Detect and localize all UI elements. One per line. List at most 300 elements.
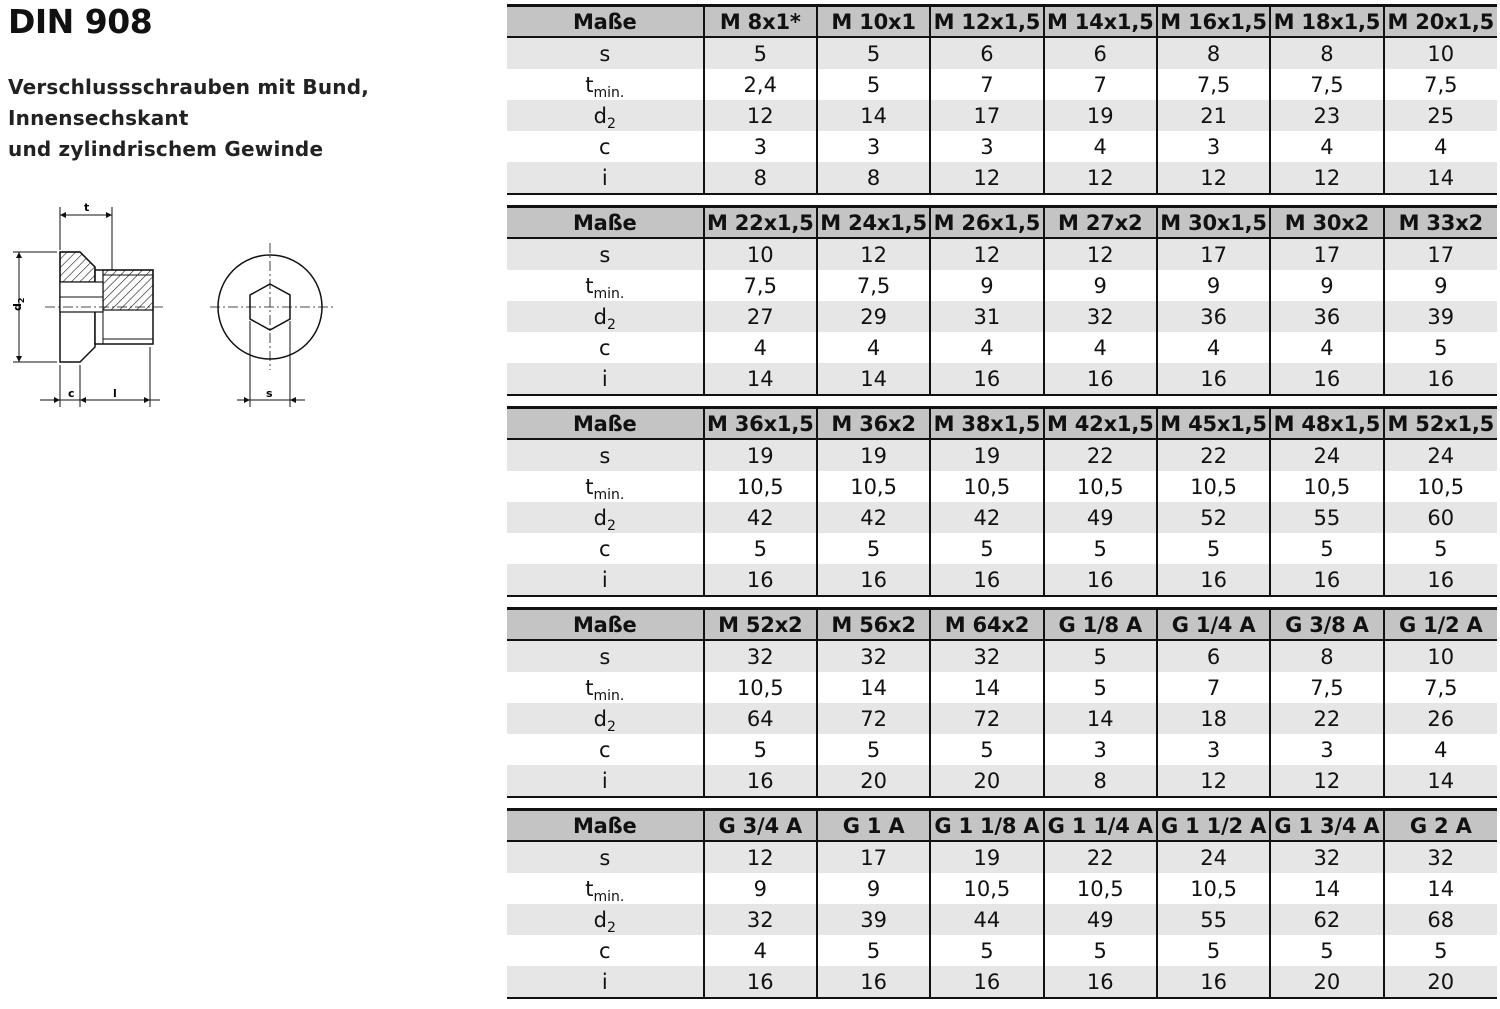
thread-size-header: M 56x2 [817, 609, 930, 641]
thread-size-header: G 1 1/4 A [1044, 810, 1157, 842]
table-cell: 4 [930, 332, 1043, 363]
table-cell: 12 [930, 162, 1043, 194]
row-label-text: s [599, 845, 611, 870]
row-label [507, 332, 704, 363]
header-label: Maße [507, 207, 704, 239]
table-cell: 9 [930, 270, 1043, 301]
table-row-t [507, 270, 1497, 301]
row-label [507, 270, 704, 301]
table-cell: 32 [704, 640, 817, 672]
table-row-d2 [507, 703, 1497, 734]
table-cell: 16 [1157, 564, 1270, 596]
table-cell: 3 [1270, 734, 1383, 765]
thread-size-header: G 1 3/4 A [1270, 810, 1383, 842]
table-cell: 19 [817, 439, 930, 471]
thread-size-header: M 18x1,5 [1270, 6, 1383, 38]
dim-label-s: s [266, 387, 273, 400]
row-label-subscript: min. [593, 687, 625, 703]
table-row-c [507, 734, 1497, 765]
thread-size-header: M 30x2 [1270, 207, 1383, 239]
table-cell: 14 [817, 672, 930, 703]
table-cell: 10,5 [817, 471, 930, 502]
table-cell: 32 [1270, 841, 1383, 873]
row-label [507, 873, 704, 904]
table-cell: 4 [1044, 131, 1157, 162]
table-cell: 10,5 [1384, 471, 1497, 502]
table-cell: 72 [817, 703, 930, 734]
table-cell: 4 [1384, 734, 1497, 765]
row-label-text: s [599, 41, 611, 66]
row-label-subscript: min. [593, 888, 625, 904]
table-cell: 8 [1157, 37, 1270, 69]
table-cell: 8 [1270, 640, 1383, 672]
table-cell: 9 [1157, 270, 1270, 301]
table-cell: 7,5 [1270, 69, 1383, 100]
table-cell: 14 [1270, 873, 1383, 904]
table-cell: 12 [704, 841, 817, 873]
table-row-s [507, 640, 1497, 672]
table-cell: 16 [1044, 363, 1157, 395]
table-cell: 68 [1384, 904, 1497, 935]
table-cell: 12 [1044, 238, 1157, 270]
table-cell: 18 [1157, 703, 1270, 734]
row-label-text: s [599, 242, 611, 267]
table-cell: 64 [704, 703, 817, 734]
thread-size-header: G 2 A [1384, 810, 1497, 842]
row-label-text: d [593, 304, 607, 329]
table-cell: 9 [1044, 270, 1157, 301]
row-label [507, 69, 704, 100]
row-label-text: t [585, 72, 594, 97]
table-cell: 12 [1270, 162, 1383, 194]
table-cell: 16 [1384, 564, 1497, 596]
table-cell: 31 [930, 301, 1043, 332]
row-label [507, 935, 704, 966]
table-cell: 3 [1044, 734, 1157, 765]
row-label [507, 841, 704, 873]
table-row-s [507, 439, 1497, 471]
table-cell: 16 [817, 966, 930, 998]
row-label-text: s [599, 644, 611, 669]
table-cell: 17 [1270, 238, 1383, 270]
table-cell: 42 [930, 502, 1043, 533]
row-label-subscript: 2 [607, 517, 616, 533]
table-cell: 8 [1044, 765, 1157, 797]
table-row-i [507, 765, 1497, 797]
table-cell: 5 [1384, 935, 1497, 966]
table-cell: 5 [817, 734, 930, 765]
table-cell: 22 [1044, 439, 1157, 471]
table-cell: 5 [704, 37, 817, 69]
subtitle-line: Innensechskant [8, 106, 189, 130]
table-cell: 10,5 [1157, 471, 1270, 502]
table-cell: 16 [930, 363, 1043, 395]
table-cell: 32 [930, 640, 1043, 672]
table-row-d2 [507, 904, 1497, 935]
row-label-text: t [585, 675, 594, 700]
table-cell: 4 [817, 332, 930, 363]
row-label-text: c [599, 938, 611, 963]
row-label [507, 37, 704, 69]
row-label-text: d [593, 505, 607, 530]
table-cell: 10,5 [1157, 873, 1270, 904]
table-cell: 4 [1270, 131, 1383, 162]
thread-size-header: G 1/2 A [1384, 609, 1497, 641]
thread-size-header: M 30x1,5 [1157, 207, 1270, 239]
table-header-row [507, 810, 1497, 842]
table-cell: 3 [930, 131, 1043, 162]
thread-size-header: M 12x1,5 [930, 6, 1043, 38]
table-cell: 5 [1384, 332, 1497, 363]
thread-size-header: M 16x1,5 [1157, 6, 1270, 38]
row-label [507, 966, 704, 998]
thread-size-header: M 38x1,5 [930, 408, 1043, 440]
table-cell: 7,5 [1270, 672, 1383, 703]
thread-size-header: G 1 1/8 A [930, 810, 1043, 842]
table-cell: 16 [930, 564, 1043, 596]
dimension-table [507, 4, 1497, 195]
table-cell: 19 [930, 841, 1043, 873]
table-cell: 12 [1270, 765, 1383, 797]
table-cell: 12 [1157, 765, 1270, 797]
table-cell: 20 [930, 765, 1043, 797]
row-label [507, 131, 704, 162]
row-label [507, 100, 704, 131]
table-cell: 10,5 [1044, 873, 1157, 904]
table-cell: 3 [704, 131, 817, 162]
table-header-row [507, 207, 1497, 239]
row-label [507, 238, 704, 270]
thread-size-header: M 24x1,5 [817, 207, 930, 239]
subtitle [8, 72, 369, 165]
row-label-text: d [593, 103, 607, 128]
table-cell: 5 [817, 533, 930, 564]
table-cell: 22 [1270, 703, 1383, 734]
table-row-i [507, 363, 1497, 395]
table-cell: 14 [930, 672, 1043, 703]
table-cell: 4 [1384, 131, 1497, 162]
table-cell: 52 [1157, 502, 1270, 533]
table-cell: 49 [1044, 904, 1157, 935]
thread-size-header: M 64x2 [930, 609, 1043, 641]
table-cell: 36 [1270, 301, 1383, 332]
table-row-t [507, 69, 1497, 100]
table-cell: 17 [930, 100, 1043, 131]
table-cell: 10,5 [704, 471, 817, 502]
table-cell: 5 [1044, 640, 1157, 672]
table-cell: 3 [1157, 131, 1270, 162]
table-row-d2 [507, 502, 1497, 533]
table-cell: 3 [817, 131, 930, 162]
dim-label-t: t [84, 201, 90, 214]
thread-size-header: M 42x1,5 [1044, 408, 1157, 440]
table-row-t [507, 873, 1497, 904]
dim-label-l: l [113, 387, 117, 400]
row-label [507, 734, 704, 765]
table-cell: 20 [817, 765, 930, 797]
table-cell: 17 [1384, 238, 1497, 270]
table-cell: 22 [1044, 841, 1157, 873]
table-cell: 49 [1044, 502, 1157, 533]
table-cell: 32 [1384, 841, 1497, 873]
table-cell: 16 [704, 966, 817, 998]
row-label [507, 904, 704, 935]
dim-label-c: c [68, 387, 75, 400]
table-cell: 10,5 [1044, 471, 1157, 502]
table-cell: 7,5 [817, 270, 930, 301]
thread-size-header: G 3/8 A [1270, 609, 1383, 641]
thread-size-header: M 10x1 [817, 6, 930, 38]
table-cell: 16 [1044, 966, 1157, 998]
dimension-tables [507, 4, 1497, 1009]
thread-size-header: M 52x1,5 [1384, 408, 1497, 440]
dimension-table [507, 808, 1497, 999]
row-label-text: t [585, 876, 594, 901]
table-cell: 14 [1384, 162, 1497, 194]
table-cell: 5 [817, 37, 930, 69]
table-cell: 6 [1044, 37, 1157, 69]
table-cell: 25 [1384, 100, 1497, 131]
row-label-text: s [599, 443, 611, 468]
table-cell: 5 [1157, 533, 1270, 564]
table-cell: 21 [1157, 100, 1270, 131]
table-cell: 42 [704, 502, 817, 533]
header-label: Maße [507, 6, 704, 38]
table-cell: 2,4 [704, 69, 817, 100]
thread-size-header: M 22x1,5 [704, 207, 817, 239]
table-cell: 5 [930, 935, 1043, 966]
table-cell: 62 [1270, 904, 1383, 935]
table-cell: 14 [704, 363, 817, 395]
table-cell: 8 [704, 162, 817, 194]
table-cell: 7 [930, 69, 1043, 100]
row-label-text: c [599, 134, 611, 159]
table-cell: 7 [1157, 672, 1270, 703]
table-cell: 32 [1044, 301, 1157, 332]
table-cell: 16 [1384, 363, 1497, 395]
table-row-s [507, 238, 1497, 270]
table-cell: 32 [817, 640, 930, 672]
table-cell: 4 [1270, 332, 1383, 363]
table-cell: 20 [1270, 966, 1383, 998]
row-label-text: c [599, 737, 611, 762]
table-header-row [507, 408, 1497, 440]
row-label-text: i [601, 366, 608, 391]
table-cell: 17 [1157, 238, 1270, 270]
row-label [507, 162, 704, 194]
table-cell: 16 [704, 564, 817, 596]
table-cell: 10,5 [1270, 471, 1383, 502]
subtitle-line: Verschlussschrauben mit Bund, [8, 75, 370, 99]
row-label-subscript: min. [593, 84, 625, 100]
row-label-subscript: 2 [607, 115, 616, 131]
table-row-c [507, 935, 1497, 966]
thread-size-header: M 26x1,5 [930, 207, 1043, 239]
row-label [507, 533, 704, 564]
front-view [210, 243, 333, 407]
table-cell: 39 [817, 904, 930, 935]
row-label-text: t [585, 474, 594, 499]
table-cell: 44 [930, 904, 1043, 935]
table-cell: 3 [1157, 734, 1270, 765]
dimension-table [507, 205, 1497, 396]
row-label-text: d [593, 706, 607, 731]
thread-size-header: M 45x1,5 [1157, 408, 1270, 440]
table-cell: 5 [1044, 672, 1157, 703]
header-label: Maße [507, 609, 704, 641]
table-cell: 72 [930, 703, 1043, 734]
table-cell: 16 [1270, 564, 1383, 596]
thread-size-header: M 20x1,5 [1384, 6, 1497, 38]
table-row-d2 [507, 301, 1497, 332]
row-label-subscript: 2 [607, 718, 616, 734]
table-row-i [507, 564, 1497, 596]
table-cell: 6 [930, 37, 1043, 69]
row-label-text: i [601, 567, 608, 592]
table-cell: 10 [1384, 37, 1497, 69]
table-header-row [507, 609, 1497, 641]
table-cell: 19 [1044, 100, 1157, 131]
table-cell: 9 [1384, 270, 1497, 301]
table-row-t [507, 672, 1497, 703]
thread-size-header: M 36x2 [817, 408, 930, 440]
table-cell: 14 [1044, 703, 1157, 734]
table-cell: 8 [1270, 37, 1383, 69]
table-cell: 6 [1157, 640, 1270, 672]
table-cell: 12 [704, 100, 817, 131]
table-cell: 12 [817, 238, 930, 270]
row-label [507, 564, 704, 596]
table-cell: 22 [1157, 439, 1270, 471]
thread-size-header: M 52x2 [704, 609, 817, 641]
table-cell: 7,5 [1384, 69, 1497, 100]
table-cell: 39 [1384, 301, 1497, 332]
table-row-d2 [507, 100, 1497, 131]
row-label [507, 363, 704, 395]
table-cell: 4 [1157, 332, 1270, 363]
table-cell: 14 [817, 363, 930, 395]
table-cell: 16 [704, 765, 817, 797]
row-label-text: d [593, 907, 607, 932]
table-cell: 4 [704, 332, 817, 363]
table-cell: 14 [817, 100, 930, 131]
table-cell: 5 [1157, 935, 1270, 966]
table-cell: 5 [1270, 533, 1383, 564]
dim-label-d2: $d_2$ [11, 297, 26, 311]
table-cell: 5 [930, 533, 1043, 564]
table-cell: 26 [1384, 703, 1497, 734]
row-label-subscript: 2 [607, 316, 616, 332]
table-cell: 60 [1384, 502, 1497, 533]
table-cell: 8 [817, 162, 930, 194]
thread-size-header: M 36x1,5 [704, 408, 817, 440]
thread-size-header: M 14x1,5 [1044, 6, 1157, 38]
table-cell: 20 [1384, 966, 1497, 998]
row-label-subscript: min. [593, 486, 625, 502]
table-row-c [507, 533, 1497, 564]
table-cell: 5 [817, 69, 930, 100]
table-cell: 16 [1157, 966, 1270, 998]
table-cell: 14 [1384, 873, 1497, 904]
table-cell: 4 [704, 935, 817, 966]
technical-drawing [5, 195, 345, 415]
header-label: Maße [507, 408, 704, 440]
table-cell: 5 [1384, 533, 1497, 564]
table-cell: 7,5 [1157, 69, 1270, 100]
row-label-subscript: min. [593, 285, 625, 301]
table-row-c [507, 332, 1497, 363]
thread-size-header: G 1 A [817, 810, 930, 842]
table-cell: 16 [930, 966, 1043, 998]
table-cell: 16 [1157, 363, 1270, 395]
table-cell: 5 [704, 533, 817, 564]
dimension-table [507, 406, 1497, 597]
row-label [507, 439, 704, 471]
table-cell: 12 [930, 238, 1043, 270]
table-cell: 10,5 [930, 873, 1043, 904]
table-cell: 19 [930, 439, 1043, 471]
table-cell: 14 [1384, 765, 1497, 797]
table-cell: 5 [1270, 935, 1383, 966]
table-cell: 17 [817, 841, 930, 873]
row-label [507, 502, 704, 533]
row-label-text: c [599, 335, 611, 360]
table-cell: 27 [704, 301, 817, 332]
table-cell: 5 [1044, 533, 1157, 564]
table-cell: 32 [704, 904, 817, 935]
table-row-i [507, 162, 1497, 194]
table-cell: 55 [1157, 904, 1270, 935]
row-label-text: i [601, 969, 608, 994]
table-cell: 24 [1270, 439, 1383, 471]
table-cell: 9 [817, 873, 930, 904]
table-cell: 7 [1044, 69, 1157, 100]
row-label [507, 471, 704, 502]
table-cell: 12 [1044, 162, 1157, 194]
table-cell: 5 [930, 734, 1043, 765]
row-label-text: i [601, 165, 608, 190]
table-cell: 9 [704, 873, 817, 904]
thread-size-header: G 1 1/2 A [1157, 810, 1270, 842]
table-cell: 16 [1044, 564, 1157, 596]
table-cell: 10,5 [704, 672, 817, 703]
table-row-c [507, 131, 1497, 162]
table-cell: 19 [704, 439, 817, 471]
table-cell: 24 [1384, 439, 1497, 471]
thread-size-header: M 48x1,5 [1270, 408, 1383, 440]
table-cell: 55 [1270, 502, 1383, 533]
table-cell: 23 [1270, 100, 1383, 131]
table-cell: 42 [817, 502, 930, 533]
side-view [11, 201, 163, 407]
table-cell: 4 [1044, 332, 1157, 363]
row-label-text: i [601, 768, 608, 793]
table-cell: 16 [1270, 363, 1383, 395]
table-cell: 5 [704, 734, 817, 765]
row-label [507, 703, 704, 734]
thread-size-header: G 3/4 A [704, 810, 817, 842]
table-cell: 36 [1157, 301, 1270, 332]
table-row-i [507, 966, 1497, 998]
table-cell: 29 [817, 301, 930, 332]
row-label [507, 640, 704, 672]
table-cell: 7,5 [704, 270, 817, 301]
table-cell: 5 [817, 935, 930, 966]
table-cell: 10,5 [930, 471, 1043, 502]
table-cell: 12 [1157, 162, 1270, 194]
row-label-text: c [599, 536, 611, 561]
table-row-s [507, 37, 1497, 69]
